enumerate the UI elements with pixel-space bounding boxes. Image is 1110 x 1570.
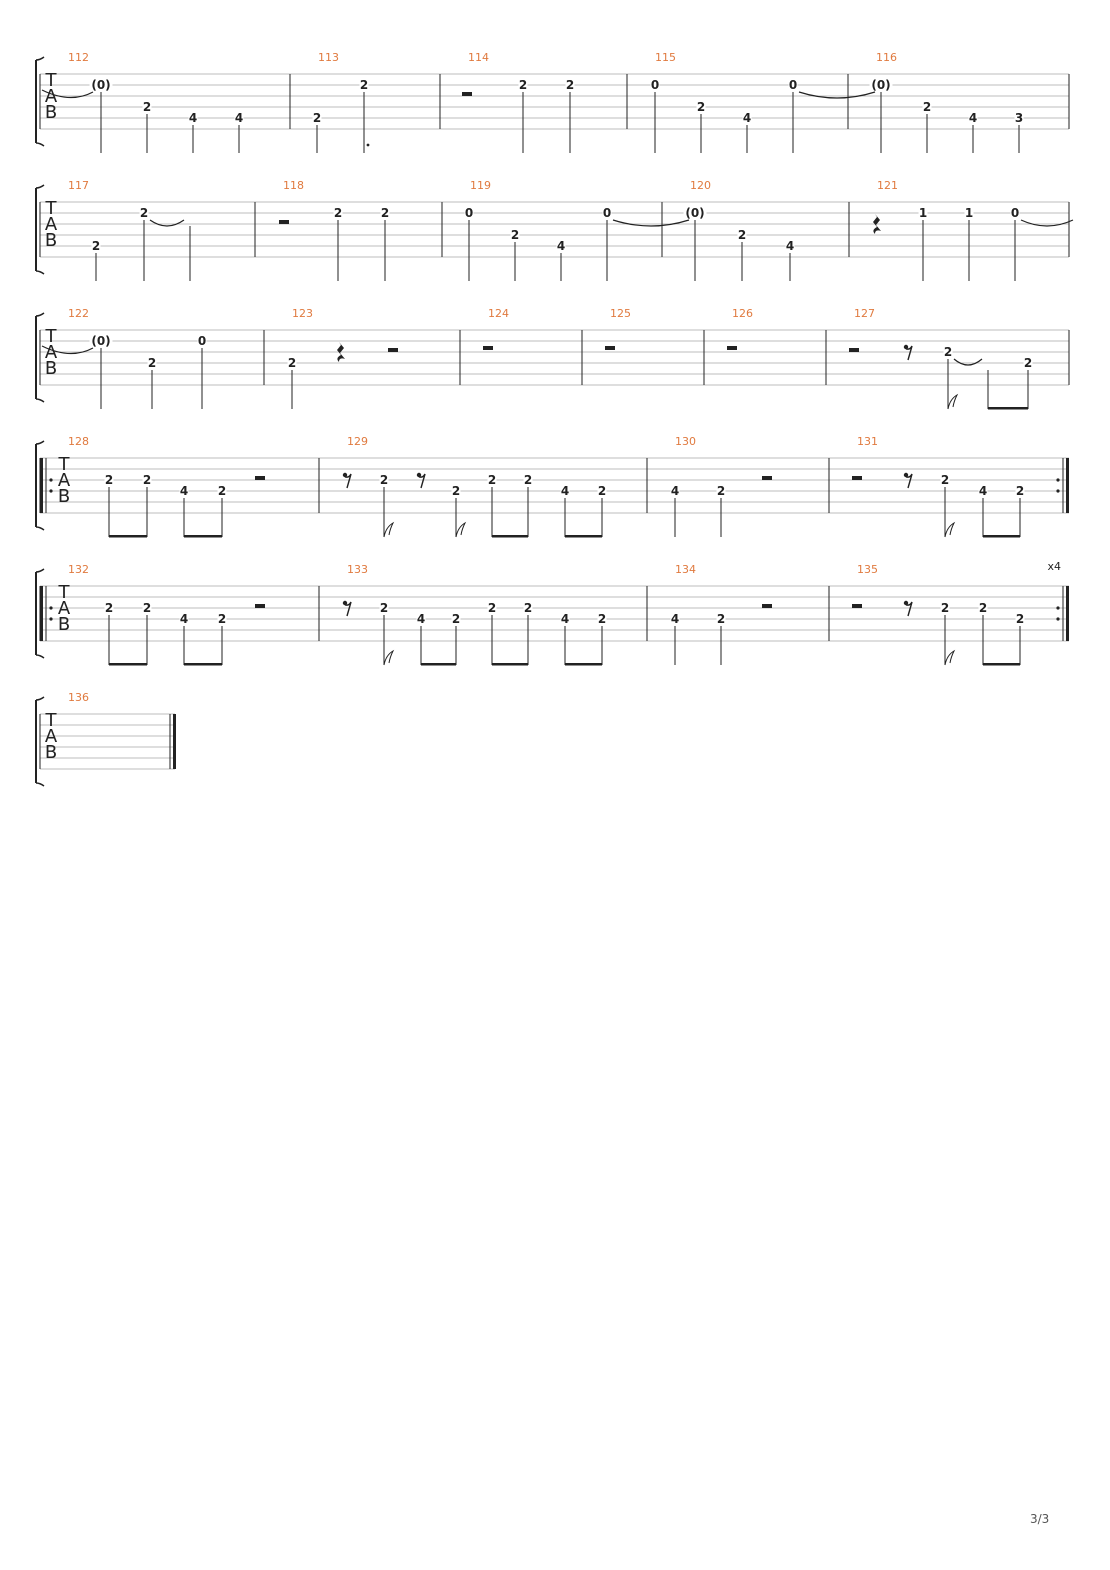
fret-number: 4 <box>179 612 189 626</box>
fret-number: 3 <box>1014 111 1024 125</box>
fret-number: 1 <box>918 206 928 220</box>
dot <box>367 144 370 147</box>
beam <box>492 535 528 538</box>
measure-number: 127 <box>854 307 875 320</box>
fret-number: 4 <box>560 612 570 626</box>
fret-number: 4 <box>179 484 189 498</box>
eighth-flag <box>456 523 465 537</box>
half-rest <box>762 604 772 608</box>
fret-number: 2 <box>523 473 533 487</box>
measure-number: 112 <box>68 51 89 64</box>
fret-number: 2 <box>451 612 461 626</box>
fret-number: 4 <box>670 612 680 626</box>
fret-number: 2 <box>359 78 369 92</box>
fret-number: 2 <box>217 612 227 626</box>
beam <box>421 663 456 666</box>
fret-number: 2 <box>142 473 152 487</box>
fret-number: 2 <box>379 601 389 615</box>
repeat-dot <box>49 489 52 492</box>
fret-number: 2 <box>451 484 461 498</box>
fret-number: 2 <box>716 612 726 626</box>
beam <box>565 663 602 666</box>
measure-number: 121 <box>877 179 898 192</box>
tab-clef-letter: B <box>44 358 58 379</box>
whole-rest <box>605 346 615 350</box>
fret-number: 2 <box>978 601 988 615</box>
fret-number: 2 <box>104 473 114 487</box>
half-rest <box>388 348 398 352</box>
measure-number: 114 <box>468 51 489 64</box>
eighth-flag <box>948 395 957 409</box>
repeat-end-thick-bar <box>1066 458 1069 513</box>
fret-number: 2 <box>91 239 101 253</box>
repeat-end-thick-bar <box>1066 586 1069 641</box>
tab-clef-letter: B <box>44 230 58 251</box>
page-number: 3/3 <box>1030 1512 1050 1526</box>
repeat-dot <box>49 606 52 609</box>
beam <box>184 663 222 666</box>
measure-number: 135 <box>857 563 878 576</box>
half-rest <box>762 476 772 480</box>
measure-number: 124 <box>488 307 509 320</box>
fret-number: 2 <box>565 78 575 92</box>
half-rest <box>462 92 472 96</box>
fret-number: 2 <box>597 612 607 626</box>
beam <box>109 663 147 666</box>
repeat-count: x4 <box>1047 560 1061 573</box>
fret-number: 0 <box>788 78 798 92</box>
measure-number: 123 <box>292 307 313 320</box>
repeat-start-thick-bar <box>40 458 43 513</box>
eighth-flag <box>945 651 954 665</box>
repeat-dot <box>1056 489 1059 492</box>
tab-clef-letter: T <box>45 198 57 219</box>
fret-number: 0 <box>1010 206 1020 220</box>
eighth-flag <box>945 523 954 537</box>
repeat-dot <box>1056 478 1059 481</box>
eighth-flag <box>384 523 393 537</box>
fret-number: 2 <box>1023 356 1033 370</box>
tab-clef-letter: B <box>44 102 58 123</box>
repeat-dot <box>1056 606 1059 609</box>
fret-number: (0) <box>91 78 111 92</box>
fret-number: 2 <box>940 473 950 487</box>
tie <box>613 220 689 226</box>
measure-number: 118 <box>283 179 304 192</box>
fret-number: 2 <box>597 484 607 498</box>
beam <box>565 535 602 538</box>
fret-number: (0) <box>91 334 111 348</box>
measure-number: 119 <box>470 179 491 192</box>
fret-number: 2 <box>1015 484 1025 498</box>
beam <box>988 407 1028 410</box>
half-rest <box>852 476 862 480</box>
fret-number: 2 <box>716 484 726 498</box>
tab-clef-letter: T <box>58 582 70 603</box>
measure-number: 136 <box>68 691 89 704</box>
repeat-dot <box>49 617 52 620</box>
fret-number: 4 <box>968 111 978 125</box>
fret-number: 2 <box>104 601 114 615</box>
measure-number: 132 <box>68 563 89 576</box>
measure-number: 130 <box>675 435 696 448</box>
tab-clef-letter: A <box>44 214 58 235</box>
fret-number: 4 <box>670 484 680 498</box>
tab-clef-letter: A <box>57 598 71 619</box>
fret-number: 2 <box>147 356 157 370</box>
fret-number: 4 <box>188 111 198 125</box>
measure-number: 122 <box>68 307 89 320</box>
tie <box>954 359 982 365</box>
fret-number: 2 <box>312 111 322 125</box>
measure-number: 134 <box>675 563 696 576</box>
measure-number: 120 <box>690 179 711 192</box>
repeat-dot <box>1056 617 1059 620</box>
fret-number: 1 <box>964 206 974 220</box>
fret-number: 0 <box>464 206 474 220</box>
tab-clef-letter: A <box>44 86 58 107</box>
fret-number: 2 <box>1015 612 1025 626</box>
fret-number: 2 <box>139 206 149 220</box>
fret-number: 2 <box>510 228 520 242</box>
tie <box>150 220 184 226</box>
measure-number: 131 <box>857 435 878 448</box>
fret-number: (0) <box>871 78 891 92</box>
fret-number: 4 <box>560 484 570 498</box>
fret-number: 2 <box>487 601 497 615</box>
half-rest <box>852 604 862 608</box>
measure-number: 126 <box>732 307 753 320</box>
half-rest <box>849 348 859 352</box>
measure-number: 115 <box>655 51 676 64</box>
beam <box>983 663 1020 666</box>
beam <box>983 535 1020 538</box>
beam <box>492 663 528 666</box>
tab-clef-letter: B <box>44 742 58 763</box>
tab-clef-letter: B <box>57 486 71 507</box>
fret-number: 2 <box>523 601 533 615</box>
repeat-start-thick-bar <box>40 586 43 641</box>
tab-clef-letter: A <box>44 342 58 363</box>
fret-number: 2 <box>696 100 706 114</box>
fret-number: 4 <box>416 612 426 626</box>
half-rest <box>279 220 289 224</box>
fret-number: 0 <box>650 78 660 92</box>
final-thick-bar <box>173 714 176 769</box>
measure-number: 129 <box>347 435 368 448</box>
measure-number: 133 <box>347 563 368 576</box>
tab-clef-letter: T <box>58 454 70 475</box>
half-rest <box>255 604 265 608</box>
fret-number: 0 <box>602 206 612 220</box>
tie <box>799 92 875 98</box>
whole-rest <box>483 346 493 350</box>
tab-clef-letter: B <box>57 614 71 635</box>
measure-number: 113 <box>318 51 339 64</box>
measure-number: 128 <box>68 435 89 448</box>
tie <box>1021 220 1073 226</box>
fret-number: 2 <box>737 228 747 242</box>
fret-number: 2 <box>518 78 528 92</box>
fret-number: 2 <box>142 601 152 615</box>
measure-number: 117 <box>68 179 89 192</box>
tab-clef-letter: T <box>45 710 57 731</box>
fret-number: 2 <box>943 345 953 359</box>
beam <box>109 535 147 538</box>
fret-number: 4 <box>785 239 795 253</box>
tab-clef-letter: T <box>45 70 57 91</box>
half-rest <box>255 476 265 480</box>
fret-number: 2 <box>379 473 389 487</box>
fret-number: 2 <box>380 206 390 220</box>
fret-number: 0 <box>197 334 207 348</box>
beam <box>184 535 222 538</box>
fret-number: 2 <box>922 100 932 114</box>
fret-number: 4 <box>978 484 988 498</box>
fret-number: 2 <box>217 484 227 498</box>
fret-number: 4 <box>742 111 752 125</box>
repeat-dot <box>49 478 52 481</box>
whole-rest <box>727 346 737 350</box>
tab-clef-letter: A <box>57 470 71 491</box>
fret-number: 2 <box>333 206 343 220</box>
measure-number: 125 <box>610 307 631 320</box>
fret-number: 4 <box>234 111 244 125</box>
tab-clef-letter: A <box>44 726 58 747</box>
measure-number: 116 <box>876 51 897 64</box>
fret-number: 2 <box>487 473 497 487</box>
tab-clef-letter: T <box>45 326 57 347</box>
fret-number: 2 <box>142 100 152 114</box>
eighth-flag <box>384 651 393 665</box>
fret-number: 2 <box>940 601 950 615</box>
fret-number: 4 <box>556 239 566 253</box>
fret-number: 2 <box>287 356 297 370</box>
fret-number: (0) <box>685 206 705 220</box>
